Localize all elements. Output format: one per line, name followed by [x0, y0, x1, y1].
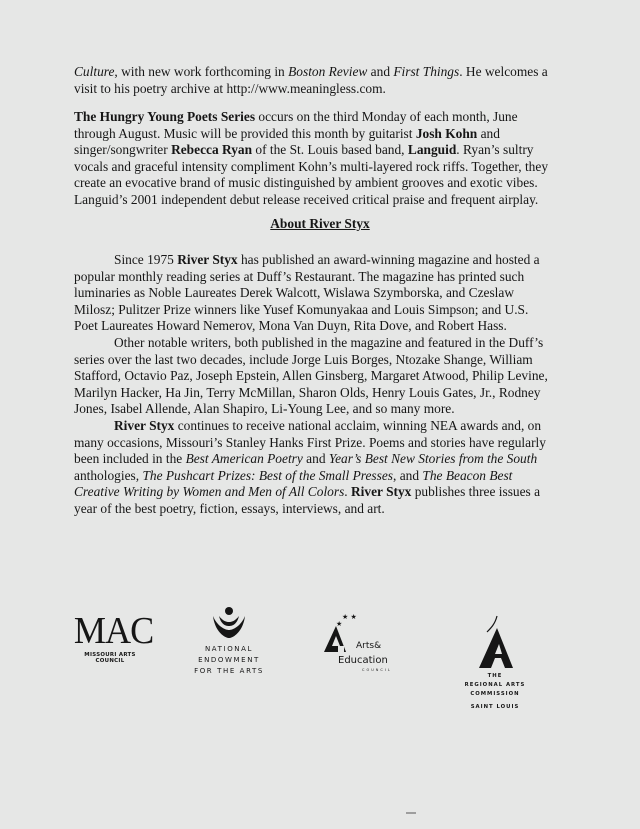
council-logo-word: COUNCIL	[362, 668, 392, 672]
italic-beacon-best: The Beacon Best Creative Writing by Women and Men of All Colors	[74, 467, 513, 500]
nea-line-1: NATIONAL	[204, 645, 254, 653]
text: , with new work forthcoming in	[114, 64, 289, 79]
nea-emblem-icon	[211, 606, 247, 642]
bold-river-styx: River Styx	[177, 252, 238, 267]
svg-text:★: ★	[336, 620, 343, 628]
text: , and	[393, 467, 423, 483]
mac-logo-letters: MAC	[73, 610, 154, 652]
rac-line-3: COMMISSION	[470, 691, 520, 697]
bold-river-styx: River Styx	[350, 484, 412, 500]
nea-line-2: ENDOWMENT	[198, 656, 260, 664]
paragraph-about-1	[74, 252, 552, 335]
rac-line-2: REGIONAL ARTS	[464, 682, 526, 688]
italic-pushcart-prizes: , The Pushcart Prizes: Best of the Small Presses	[135, 467, 393, 483]
section-about-river-styx	[74, 252, 552, 518]
nea-line-3: FOR THE ARTS	[194, 667, 264, 675]
text: continues to receive national acclaim, winning NEA awards and, on many occasions, Missouri’s Stanley Hanks First Prize. Poems and stories have regularly been included in the	[74, 417, 546, 467]
text: occurs on the third Monday of each month, June through August. Music will be provided this month by guitarist	[74, 109, 518, 141]
text: . He welcomes a visit to his poetry archive at http://www.meaningless.com.	[74, 64, 548, 96]
bold-josh-kohn: Josh Kohn	[415, 125, 478, 141]
italic-boston-review: Boston Review	[288, 64, 368, 79]
paper-speck	[406, 812, 416, 814]
rac-line-4: SAINT LOUIS	[470, 704, 520, 710]
section-heading-about: About River Styx	[270, 216, 370, 231]
paragraph-hungry-young-poets	[74, 109, 552, 209]
paragraph-bio-end	[74, 64, 552, 97]
bold-rebecca-ryan: Rebecca Ryan	[171, 142, 253, 158]
missouri-arts-council-logo	[72, 610, 154, 664]
italic-years-best-stories: Year’s Best New Stories from the South	[328, 451, 538, 467]
paragraph-about-2: Other notable writers, both published in the magazine and featured in the Duff’s series over the last two decades, include Jorge Luis Borges, Ntozake Shange, William Stafford, Octavio Paz, Joseph Epstein, Allen Ginsberg, Margaret Atwood, Philip Levine, Marilyn Hacker, Ha Jin, Terry McMillan, Sharon Olds, Henry Louis Gates, Jr., Rodney Jones, Isabel Allende, Alan Shapiro, Li-Young Lee, and so many more.	[74, 334, 548, 417]
bold-languid: Languid	[407, 142, 457, 158]
text: .	[344, 484, 351, 500]
italic-first-things: First Things	[393, 64, 460, 79]
regional-arts-commission-logo	[460, 614, 530, 712]
bold-river-styx: River Styx	[114, 417, 175, 433]
nea-logo	[194, 606, 264, 677]
text: and singer/songwriter	[74, 125, 500, 158]
text: and	[302, 451, 329, 467]
text: of the St. Louis based band,	[252, 142, 408, 158]
rac-emblem-icon	[475, 614, 515, 670]
education-logo-word: Education	[338, 655, 388, 666]
italic-best-american-poetry: Best American Poetry	[185, 451, 303, 467]
text: has published an award-winning magazine and hosted a popular monthly reading series at Duff’s Restaurant. The magazine has printed such luminaries as Noble Laureates Derek Walcott, Wislawa Szymborska, and Czeslaw Milosz; Pulitzer Prize winners like Yusef Komunyakaa and Louis Simpson; and U.S. Poet Laureates Howard Nemerov, Mona Van Duyn, Rita Dove, and Robert Hass.	[74, 252, 540, 334]
text: and	[367, 64, 394, 79]
text: . Ryan’s sultry vocals and graceful intensity compliment Kohn’s multi-layered rock riffs. Together, they create an evocative brand of music distinguished by ambient grooves and exotic vibes. Languid’s 2001 independent debut release received critical praise and frequent airplay.	[74, 142, 549, 207]
text: anthologies	[74, 467, 136, 483]
arts-education-council-logo	[322, 612, 402, 672]
bold-series-name: The Hungry Young Poets Series	[74, 109, 256, 124]
paragraph-about-3	[74, 418, 552, 518]
mac-logo-caption: MISSOURI ARTS COUNCIL	[84, 652, 136, 664]
text: Since 1975	[114, 252, 178, 267]
text: publishes three issues a year of the best poetry, fiction, essays, interviews, and art.	[74, 484, 541, 516]
arts-logo-word: Arts&	[356, 641, 382, 651]
rac-line-1: THE	[487, 673, 503, 679]
italic-culture: Culture	[74, 64, 115, 79]
svg-text:★ ★: ★ ★	[342, 613, 357, 621]
